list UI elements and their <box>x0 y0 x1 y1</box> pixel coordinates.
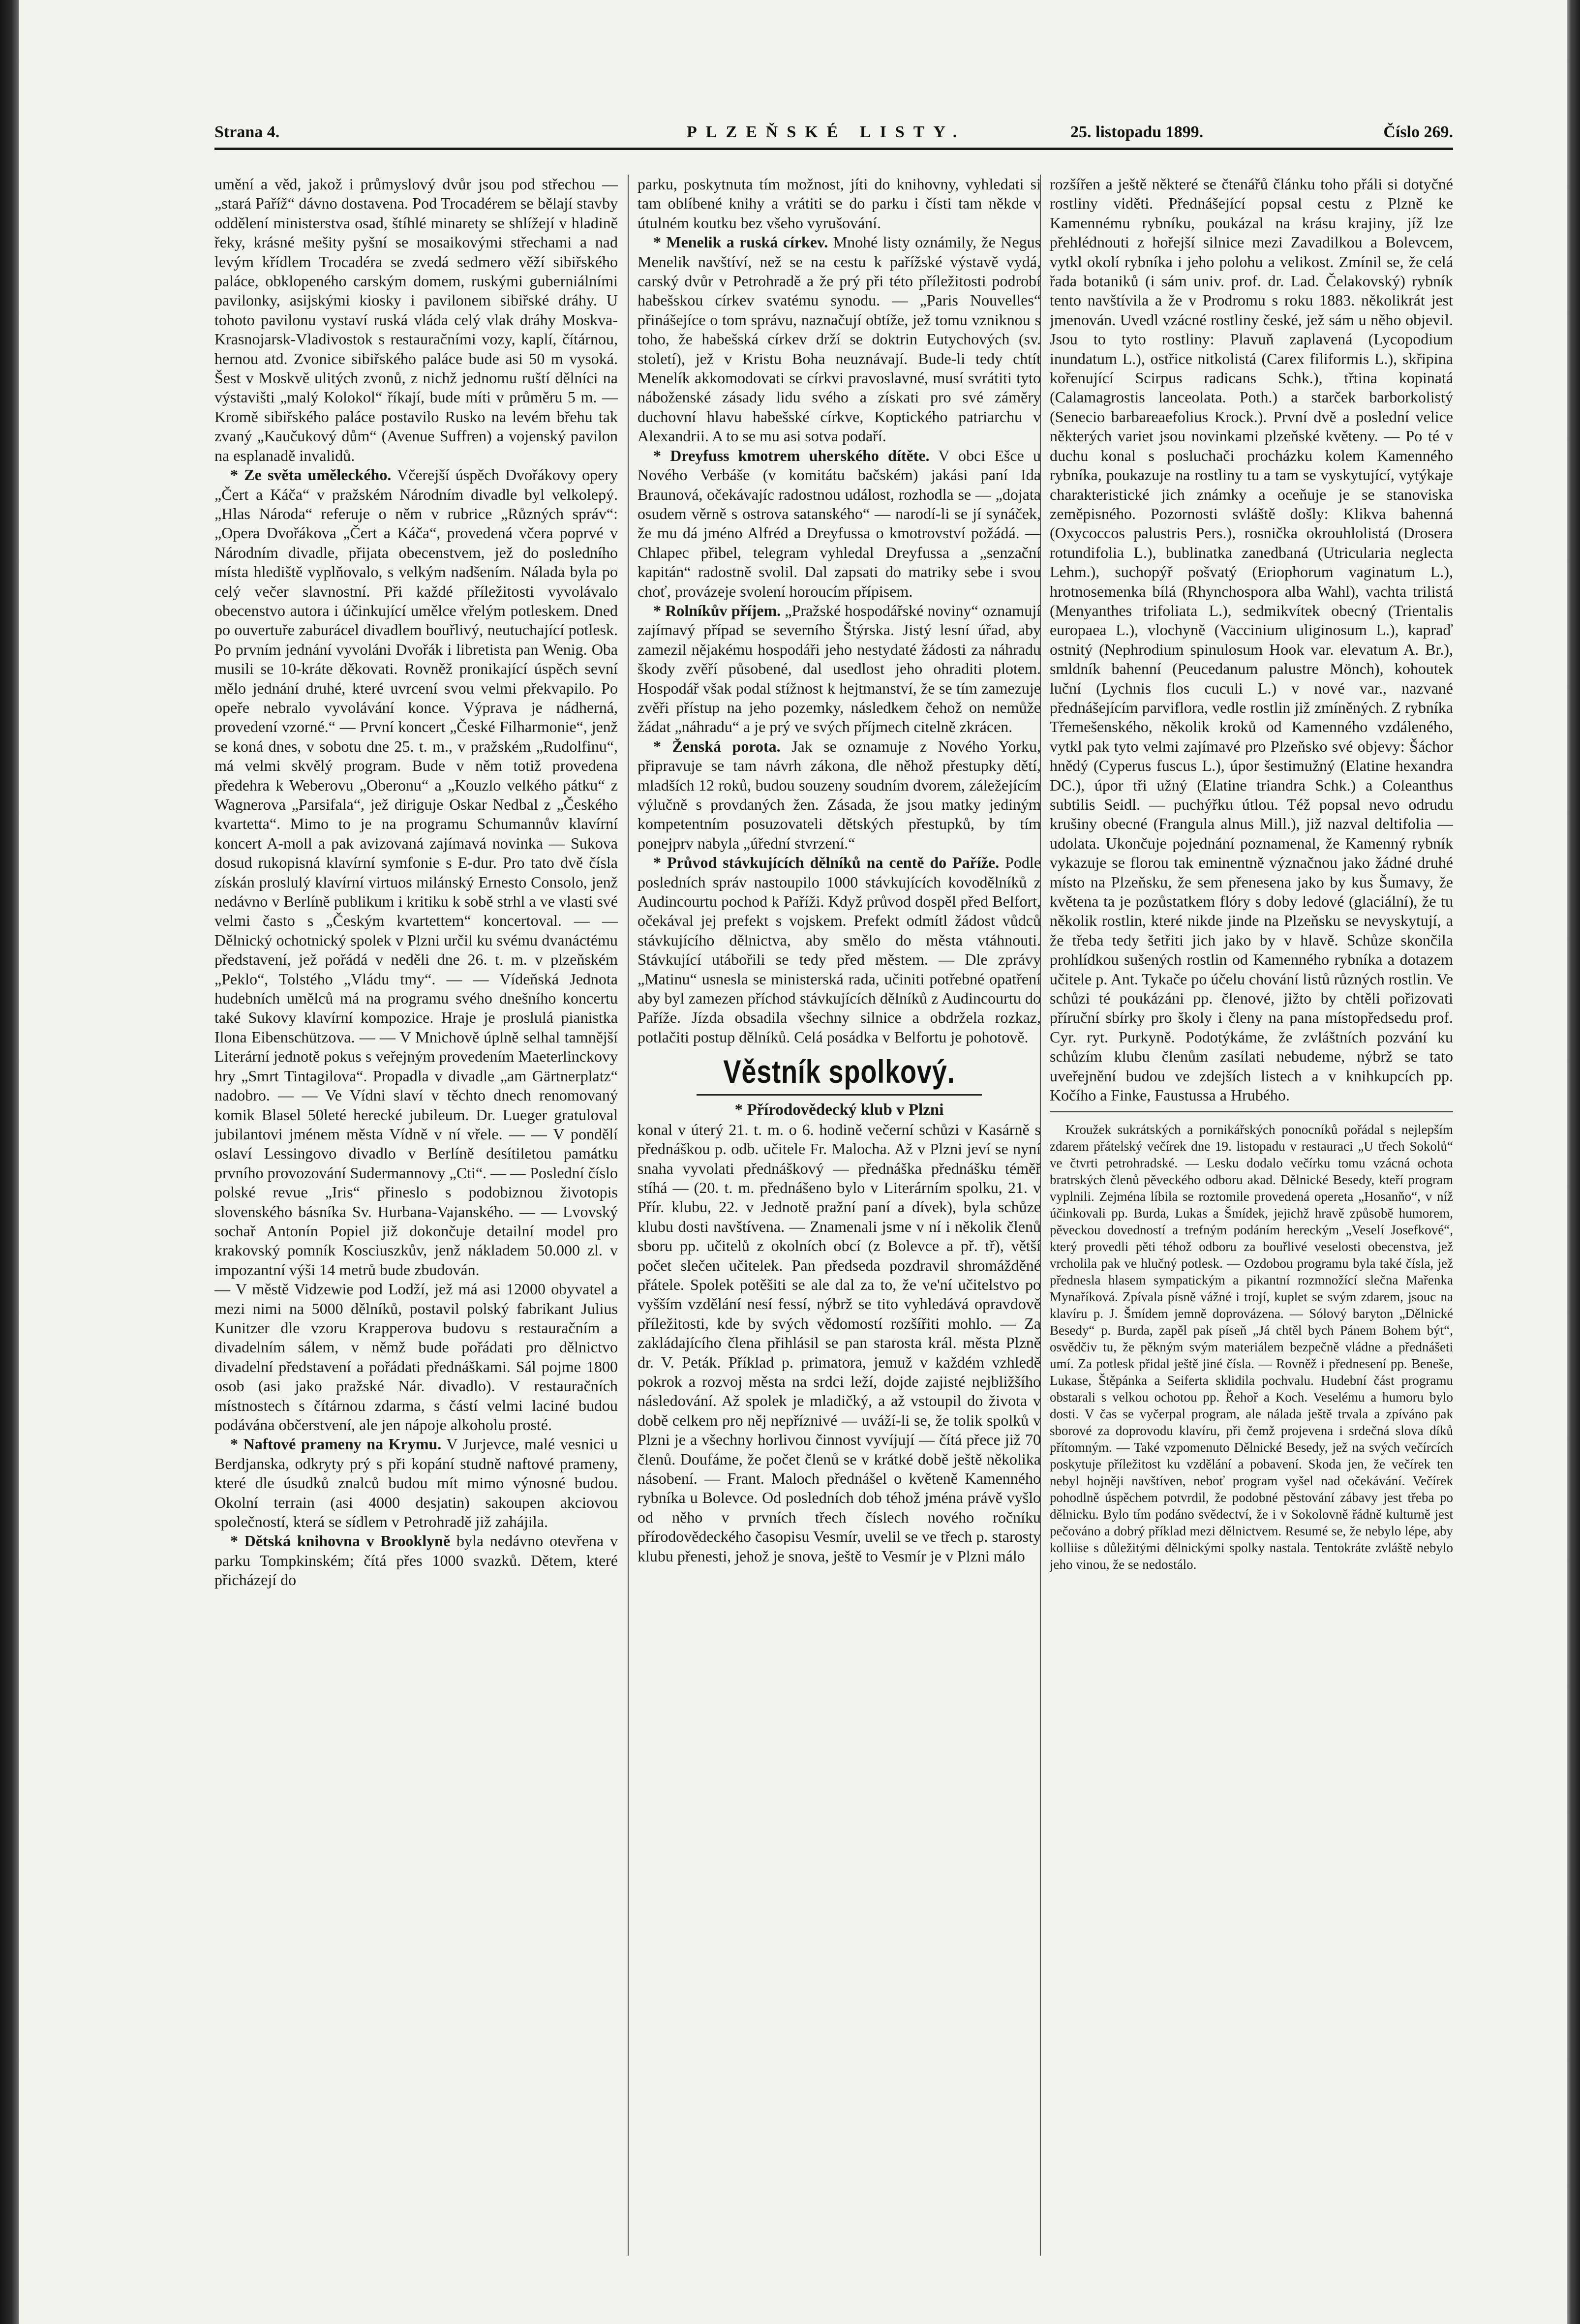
article-heading: * Průvod stávkujících dělníků na centě do Paříže. <box>653 854 1000 872</box>
article-paragraph <box>638 737 1041 853</box>
article-paragraph <box>638 233 1041 446</box>
column-left <box>214 175 618 2256</box>
article-text: rozšířen a ještě některé se čtenářů článku toho přáli si dotyčné rostliny viděti. Přednášející popsal cestu z Plzně ke Kamennému rybníku, poukázal na krásu krajiny, jíž lze přehlédnouti z hořejší silnice mezi Zavadilkou a Bolevcem, vytkl okolí rybníka i jeho polohu a velikost. Zmínil se, že celá řada botaniků (i sám univ. prof. dr. Lad. Čelakovský) rybník tento navštívila a že v Prodromu s roku 1883. několikrát jest jmenován. Uvedl vzácné rostliny české, jež sám u něho objevil. Jsou to tyto rostliny: Plavuň zaplavená (Lycopodium inundatum L.), ostřice nitkolistá (Carex filiformis L.), skřipina kořenující Scirpus radicans Schk.), třtina kopinatá (Calamagrostis lanceolata. Poth.) a starček barborkolistý (Senecio barbareaefolius Krock.). První dvě a poslední velice některých variet jsou novinkami plzeňské květeny. — Po té v duchu konal s posluchači procházku kolem Kamenného rybníka, poukazuje na rostliny tu a tam se vyskytující, vytýkaje charakteristické jich známky a oceňuje je se stanoviska zeměpisného. Pozornosti svláště došly: Klikva bahenná (Oxycoccos palustris Pers.), rosnička okrouhlolistá (Drosera rotundifolia L.), bublinatka zanedbaná (Utricularia neglecta Lehm.), suchopýř pošvatý (Eriophorum vaginatum L.), hrotnosemenka bílá (Rhynchospora alba Wahl), vachta trilistá (Menyanthes trifoliata L.), sedmikvítek obecný (Trientalis europaea L.), vlochyně (Vaccinium uliginosum L.), kapraď ostnitý (Nephrodium spinulosum Hook var. elevatum A. Br.), smldník bahenní (Peucedanum palustre Mönch), kohoutek luční (Lychnis flos cuculi L.) v nové var., nazvané přednášejícím parviflora, vedle rostlin již zmíněných. Z rybníka Třemešenského, několik kroků od Kamenného vzdáleného, vytkl pak tyto velmi zajímavé pro Plzeňsko své objevy: Šáchor hnědý (Cyperus fuscus L.), úpor šestimužný (Elatine hexandra DC.), úpor tři užný (Elatine triandra Schk.) a Coleanthus subtilis Seidl. — puchýřku útlou. Též popsal nevo odrudu krušiny obecné (Frangula alnus Mill.), již nazval deltifolia — udolata. Ukončuje pojednání poznamenal, že Kamenný rybník vykazuje se florou tak eminentně význačnou jako žádné druhé místo na Plzeňsku, že sem přenesena jako by kus Šumavy, že květena ta je pozůstatkem flóry s doby ledové (glaciální), že tu několik rostlin, které nikde jinde na Plzeňsku se nevyskytují, a že třeba tedy šetřiti jich jako by v hlavě. Schůze skončila prohlídkou sušených rostlin od Kamenného rybníka a dotazem učitele p. Ant. Tykače po účelu chování listů různých rostlin. Ve schůzi té poukázáni pp. členové, jižto by chtěli pořizovati příruční sbírky pro školy i členy na pana místopředsedu prof. Cyr. ryt. Purkyně. Podotýkáme, že zvláštních pozvání ku schůzím klubu členům zasílati nebudeme, nýbrž se tato uveřejnění budou ve zdejších listech a v knihkupcích pp. Kočího a Finke, Faustussa a Hrubého. <box>1050 175 1453 1104</box>
article-heading: * Rolníkův příjem. <box>653 601 781 619</box>
article-text: Mnohé listy oznámily, že Negus Menelik navštíví, než se na cestu k pařížské výstavě vydá, carský dvůr v Petrohradě a že prý při této příležitosti podrobí habešskou církev svatému synodu. — „Paris Nouvelles“ přinášejíce o tom správu, naznačují obtíže, jež tomu vzniknou s toho, že habešská církev drží se doktrin Eutychových (sv. století), jež v Kristu Boha neuznávají. Bude-li tedy chtít Menelík akkomodovati se církvi pravoslavné, musí svrátiti tyto náboženské zásady lidu svého a získati pro své záměry duchovní hlavu habešské církve, Koptického patriarchu v Alexandrii. A to se mu asi sotva podaří. <box>638 233 1041 445</box>
masthead-title: PLZEŇSKÉ LISTY. <box>687 123 966 141</box>
page-header <box>214 123 1453 141</box>
article-paragraph <box>638 853 1041 1047</box>
article-heading: * Dětská knihovna v Brooklyně <box>230 1532 451 1550</box>
article-text: — V městě Vidzewie pod Lodží, jež má asi 12000 obyvatel a mezi nimi na 5000 dělníků, postavil polský fabrikant Julius Kunitzer dle vzoru Krapperova budovu s restauračním a divadelním sálem, v němž bude pořádati pro dělnictvo divadelní představení a pořádati přednáškami. Sál pojme 1800 osob (asi jako pražské Nár. divadlo). V restauračních místnostech s čítárnou zdarma, s částí velmi laciné budou podávána občerstvení, ale jen nápoje alkoholu prosté. <box>214 1280 618 1434</box>
article-text: umění a věd, jakož i průmyslový dvůr jsou pod střechou — „stará Paříž“ dávno dostavena. Pod Trocadérem se bělají stavby oddělení ministerstva osad, štíhlé minarety se shlížejí v hladině řeky, krásné mešity pyšní se mosaikovými střechami a nad levým křídlem Trocadéra se zvedá sedmero věží sibiřského paláce, obklopeného carským domem, ruskými guberniálními pavilonky, asijskými kiosky i pavilonem sibiřské dráhy. U tohoto pavilonu vystaví ruská vláda celý vlak dráhy Moskva-Krasnojarsk-Vladivostok s restauračními vozy, kaplí, čítárnou, hernou atd. Zvonice sibiřského paláce bude asi 50 m vysoká. Šest v Moskvě ulitých zvonů, z nichž jednomu ruští dělníci na výstavišti „malý Kolokol“ říkají, bude míti v průměru 5 m. — Kromě sibiřského paláce postavilo Rusko na levém břehu tak zvaný „Kaučukový dům“ (Avenue Suffren) a vojenský pavilon na esplanadě invalidů. <box>214 175 618 464</box>
article-heading: * Ze světa uměleckého. <box>230 466 392 484</box>
club-heading: * Přírodovědecký klub v Plzni <box>734 1101 944 1119</box>
article-text: V obci Ešce u Nového Verbáše (v komitátu bačském) jakási paní Ida Braunová, očekávajíc radostnou událost, rozhodla se — „dojata osudem věrně s ostrova satanského“ — narodí-li se jí synáček, že mu dá jméno Alfréd a Dreyfussa o kmotrovství požádá. — Chlapec přibel, telegram vyhledal Dreyfussa a „senzační kapitán“ radostně svolil. Dal zapsati do matriky sebe i svou choť, provázeje svolení horoucím přípisem. <box>638 446 1041 600</box>
header-rule <box>214 148 1453 150</box>
issue-number: Číslo 269. <box>1383 123 1453 141</box>
page-number: Strana 4. <box>214 123 280 141</box>
section-rule <box>697 1094 982 1096</box>
article-paragraph <box>214 1435 618 1531</box>
page-edge-right <box>1567 0 1580 2324</box>
section-title: Věstník spolkový. <box>723 1053 955 1090</box>
article-text: byla nedávno otevřena v parku Tompkinském; čítá přes 1000 svazků. Dětem, které přicházejí do <box>214 1532 618 1589</box>
column-divider <box>628 175 629 2256</box>
newspaper-page <box>19 0 1567 2324</box>
issue-date: 25. listopadu 1899. <box>1070 123 1204 141</box>
article-text: „Pražské hospodářské noviny“ oznamují zajímavý případ se severního Štýrska. Jistý lesní úřad, aby zamezil nějakému hospodáři jeho nestydaté žádosti za náhradu škody zvěří působené, dal usedlost jeho ohraditi plotem. Hospodář však podal stížnost k hejtmanství, že se tím zamezuje zvěři přístup na jeho pozemky, následkem čehož on nemůže žádat „náhradu“ a je prý ve svých příjmech citelně zkrácen. <box>638 601 1041 736</box>
column-right <box>1050 175 1453 2256</box>
article-text: Kroužek sukrátských a pornikářských ponocníků pořádal s nejlepším zdarem přátelský večírek dne 19. listopadu v restauraci „U třech Sokolů“ ve čtvrti petrohradské. — Lesku dodalo večírku tomu vzácná ochota bratrských členů pěveckého odboru akad. Dělnické Besedy, kteří program vyplnili. Zejména líbila se roztomile provedená opereta „Hosanňo“, v níž účinkovali pp. Burda, Lukas a Šmídek, jejichž hravě způsobě humorem, pěveckou dovedností a trefným podáním hereckým „Veselí Josefkové“, který provedli pěti téhož odboru za bouřlivé veselosti obecenstva, jež vrcholila pak ve hlučný potlesk. — Ozdobou programu byla také čísla, jež přednesla hlasem sympatickým a pikantní rozmnožící slečna Mařenka Mynaříková. Zpívala písně vážné i trojí, kuplet se svým zdarem, jsouc na klavíru p. J. Šmídem jemně doprovázena. — Sólový baryton „Dělnické Besedy“ p. Burda, zapěl pak píseň „Já chtěl bych Pánem Bohem být“, osvědčiv tu, že pěkným svým materiálem bezpečně vládne a přednášeti umí. Za potlesk přidal ještě jiné čísla. — Rovněž i přednesení pp. Beneše, Lukase, Štěpánka a Seiferta sklidila pochvalu. Hudební část programu obstarali s velkou ochotou pp. Řehoř a Koch. Veselému a humoru bylo dosti. V čas se vyčerpal program, ale nálada ještě trvala a zpíváno pak sborové za doprovodu klavíru, při čemž projevena i srdečná slova díků přítomným. — Také vzpomenuto Dělnické Besedy, jež na svých večírcích poskytuje příležitost ku vzdělání a pobavení. Skoda jen, že večírek ten nebyl hojněji navštíven, neboť program vyšel nad očekávání. Večírek pohodlně úspěchem potvrdil, že podobné pěstování zábavy jest třeba po dělnicku. Bylo tím podáno svědectví, že i v Sokolovně řádně kulturně jest pečováno a dobrý příklad mezi dělnictvem. Resumé se, že nebylo lépe, aby kolliise s důležitými dělnickými spolky nastala. Tentokráte zvláště nebylo jeho vinou, že se nedostálo. <box>1050 1122 1453 1572</box>
article-heading: * Dreyfuss kmotrem uherského dítěte. <box>653 446 930 464</box>
article-paragraph <box>214 1531 618 1590</box>
article-paragraph <box>638 446 1041 601</box>
article-text: parku, poskytnuta tím možnost, jíti do knihovny, vyhledati si tam oblíbené knihy a vrátiti se do parku i čísti tam někde v útulném koutku bez všeho vyrušování. <box>638 175 1041 232</box>
article-text: konal v úterý 21. t. m. o 6. hodině večerní schůzi v Kasárně s přednáškou p. odb. učitele Fr. Malocha. Až v Plzni jeví se nyní snaha vyvolati přednáškový — přednáška přednášku téměř stíhá — (20. t. m. přednášeno bylo v Literárním spolku, 21. v Přír. klubu, 22. v Jednotě pražní paní a dívek), byla schůze klubu dosti navštívena. — Znamenali jsme v ní i několik členů sboru pp. učitelů z okolních obcí (z Bolevce a př. tř), větší počet slečen učitelek. Pan předseda pozdravil shromážděné přátele. Spolek potěšiti se ale dal za to, že ve'ní učitelstvo po vyšším vzdělání nesí fessí, nýbrž se tito vyhledává opravdově příležitosti, kde by svých vědomostí rozšířiti mohlo. — Za zakládajícího člena přihlásil se pan starosta král. města Plzně dr. V. Peták. Příklad p. primatora, jemuž v každém vzhledě pokrok a rozvoj města na srdci leží, dojde zajisté nejbližšího následování. Až spolek je mladičký, a až vstoupil do života v době celkem pro něj nepříznivé — uváží-li se, že tolik spolků v Plzni je a všechny horlivou činnost vyvíjují — čítá přece již 70 členů. Doufáme, že počet členů se v krátké době ještě několika násobení. — Frant. Maloch přednášel o květeně Kamenného rybníka u Bolevce. Od posledních dob téhož jména právě vyšlo od něho v prvních třech číslech nového ročníku přírodovědeckého časopisu Vesmír, uvelil se ve třech p. starosty klubu přenesti, jehož je snova, ještě to Vesmír je v Plzni málo <box>638 1120 1041 1565</box>
article-paragraph <box>214 465 618 1280</box>
binding-shadow-left <box>0 0 19 2324</box>
article-heading: * Naftové prameny na Krymu. <box>230 1435 442 1453</box>
article-paragraph <box>638 601 1041 737</box>
article-text: V Jurjevce, malé vesnici u Berdjanska, odkryty prý s při kopání studně naftové prameny, které dle úsudků znalců budou mít mimo výnosné budou. Okolní terrain (asi 4000 desjatin) sakoupen akciovou společností, která se sídlem v Petrohradě již zahájila. <box>214 1435 618 1531</box>
separator-rule <box>1050 1111 1453 1112</box>
article-heading: * Ženská porota. <box>653 737 781 755</box>
column-middle <box>638 175 1041 2256</box>
article-text: Podle posledních správ nastoupilo 1000 stávkujících kovodělníků z Audincourtu pochod k Paříži. Když průvod dospěl před Belfort, očekával jej prefekt s vojskem. Prefekt odmítl žádost vůdců stávkujícího dělnictva, aby smělo do města vtáhnouti. Stávkující utábořili se tedy před městem. — Dle zprávy „Matinu“ usnesla se ministerská rada, učiniti potřebné opatření aby byl zamezen příchod stávkujících dělníků z Audincourtu do Paříže. Jízda obsadila všechny silnice a obdržela rozkaz, potlačiti postup dělníků. Celá posádka v Belfortu je pohotově. <box>638 854 1041 1046</box>
article-text: Jak se oznamuje z Nového Yorku, připravuje se tam návrh zákona, dle něhož přestupky dětí, mladších 12 roků, budou souzeny soudním dvorem, záležejícím výlučně s provdaných žen. Zásada, že jsou matky jediným kompetentním posuzovateli dětských přestupků, by tím ponejprv nabyla „úřední stvrzení.“ <box>638 737 1041 852</box>
article-text: Včerejší úspěch Dvořákovy opery „Čert a Káča“ v pražském Národním divadle byl velkolepý. „Hlas Národa“ referuje o něm v rubrice „Různých správ“: „Opera Dvořákova „Čert a Káča“, provedená včera poprvé v Národním divadle, přijata obecenstvem, jež do posledního místa hlediště vyplňovalo, s velkým nadšením. Nálada byla po celý večer slavnostní. Při každé příležitosti vyvolávalo obecenstvo autora i účinkující umělce vřelým potleskem. Dned po ouvertuře zaburácel divadlem bouřlivý, neutuchající potlesk. Po prvním jednání vyvoláni Dvořák i libretista pan Wenig. Oba musili se 10-kráte děkovati. Rovněž pronikající úspěch sevní mělo jednání druhé, které uvrcení svou velmi překvapilo. Po opeře nebralo vyvolávání konce. Výprava je nádherná, provedení vzorné.“ — První koncert „České Filharmonie“, jenž se koná dnes, v sobotu dne 25. t. m., v pražském „Rudolfinu“, má velmi skvělý program. Bude v něm totiž provedena předehra k Weberovu „Oberonu“ a „Kouzlo velkého pátku“ z Wagnerova „Parsifala“, jež diriguje Oskar Nedbal z „Českého kvartetta“. Mimo to je na programu Schumannův klavírní koncert A-moll a pak avizovaná zajímavá novinka — Sukova dosud rukopisná klavírní symfonie s E-dur. Pro tato dvě čísla získán proslulý klavírní virtuos milánský Ernesto Consolo, jenž nedávno v Berlíně publikum i kritiku k sobě strhl a ve vlasti své velmi často s „Českým kvartettem“ koncertoval. — — Dělnický ochotnický spolek v Plzni určil ku svému dvanáctému představení, jež pořádá v neděli dne 26. t. m. v plzeňském „Peklo“, Tolstého „Vládu tmy“. — — Vídeňská Jednota hudebních umělců má na programu svého dnešního koncertu také Sukovy klavírní kompozice. Hraje je proslulá pianistka Ilona Eibenschützova. — — V Mnichově úplně selhal tamnější Literární jednotě pokus s veřejným provedením Maeterlinckovy hry „Smrt Tintagilova“. Propadla v divadle „am Gärtnerplatz“ nadobro. — — Ve Vídni slaví v těchto dnech renomovaný komik Blasel 50leté herecké jubileum. Dr. Lueger gratuloval jubilantovi jménem města Vídně v ní vřele. — — V pondělí oslaví Lessingovo divadlo v Berlíně desítiletou památku prvního provozování Sudermannovy „Cti“. — — Poslední číslo polské revue „Iris“ přineslo s podobiznou životopis slovenského básníka Sv. Hurbana-Vajanského. — — Lvovský sochař Antonín Popiel již dokončuje detailní model pro krakovský pomník Kosciuszkův, jenž nákladem 50.000 zl. v impozantní výši 14 metrů bude zbudován. <box>214 466 618 1279</box>
article-heading: * Menelik a ruská církev. <box>653 233 828 251</box>
